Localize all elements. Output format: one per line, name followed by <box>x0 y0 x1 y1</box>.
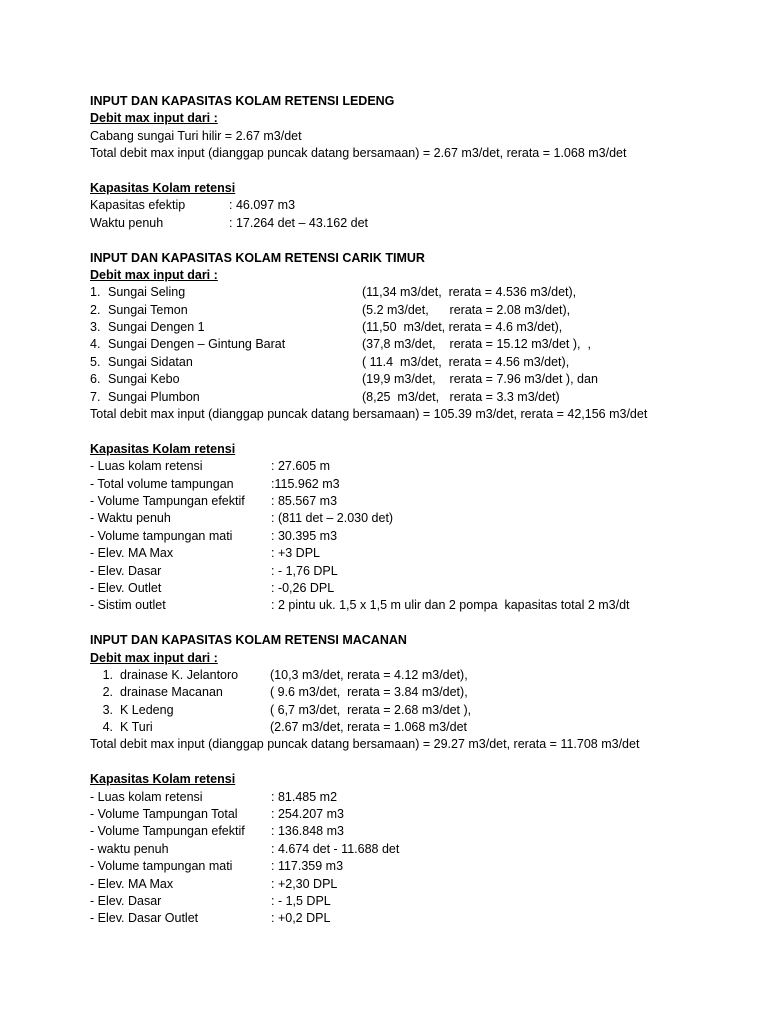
list-number: 3. <box>102 702 113 717</box>
kv-label: - Elev. Dasar Outlet <box>90 911 199 926</box>
list-item <box>90 371 750 388</box>
kapasitas-heading: Kapasitas Kolam retensi <box>90 441 236 456</box>
kv-row <box>90 597 750 614</box>
list-item <box>90 284 750 301</box>
list-item <box>90 389 750 406</box>
kv-row <box>90 876 750 893</box>
kv-value: : 81.485 m2 <box>271 789 338 804</box>
list-value: ( 6,7 m3/det, rerata = 2.68 m3/det ), <box>270 702 472 717</box>
list-name: drainase K. Jelantoro <box>120 667 239 682</box>
kv-value: : (811 det – 2.030 det) <box>271 511 394 526</box>
kv-value: : 85.567 m3 <box>271 493 338 508</box>
list-value: (10,3 m3/det, rerata = 4.12 m3/det), <box>270 667 468 682</box>
kv-label: - Volume tampungan mati <box>90 859 233 874</box>
kv-row <box>90 858 750 875</box>
debit-heading: Debit max input dari : <box>90 111 218 126</box>
list-item <box>90 684 750 701</box>
spacer <box>90 163 750 180</box>
kv-row <box>90 841 750 858</box>
kv-value: : - 1,5 DPL <box>271 893 331 908</box>
kv-label: - Total volume tampungan <box>90 476 234 491</box>
kv-row <box>90 806 750 823</box>
kv-row <box>90 197 750 214</box>
kv-value: : 136.848 m3 <box>271 824 344 839</box>
list-value: (8,25 m3/det, rerata = 3.3 m3/det) <box>362 389 560 404</box>
section-title-carik-timur: INPUT DAN KAPASITAS KOLAM RETENSI CARIK TIMUR <box>90 250 425 265</box>
debit-heading: Debit max input dari : <box>90 650 218 665</box>
list-name: Sungai Kebo <box>108 372 180 387</box>
kv-value: : +0,2 DPL <box>271 911 331 926</box>
kv-row <box>90 215 750 232</box>
list-item <box>90 667 750 684</box>
kv-value: : -0,26 DPL <box>271 580 335 595</box>
list-value: (19,9 m3/det, rerata = 7.96 m3/det ), dan <box>362 372 598 387</box>
total-debit-line: Total debit max input (dianggap puncak datang bersamaan) = 105.39 m3/det, rerata = 42,156 m3/det <box>90 407 648 422</box>
spacer <box>90 754 750 771</box>
list-value: (2.67 m3/det, rerata = 1.068 m3/det <box>270 720 467 735</box>
list-number: 7. <box>90 389 101 404</box>
kv-value: : - 1,76 DPL <box>271 563 338 578</box>
kv-value: : 30.395 m3 <box>271 528 338 543</box>
kv-row <box>90 580 750 597</box>
kapasitas-heading: Kapasitas Kolam retensi <box>90 772 236 787</box>
list-number: 2. <box>102 685 113 700</box>
list-item <box>90 354 750 371</box>
kv-label: - Luas kolam retensi <box>90 459 203 474</box>
list-name: Sungai Dengen – Gintung Barat <box>108 337 286 352</box>
kv-row <box>90 545 750 562</box>
kv-value: : 17.264 det – 43.162 det <box>229 215 369 230</box>
kv-row <box>90 476 750 493</box>
spacer <box>90 423 750 440</box>
kv-label: - Volume Tampungan efektif <box>90 824 245 839</box>
kv-label: - Elev. Outlet <box>90 580 162 595</box>
kv-row <box>90 493 750 510</box>
kv-label: - Elev. MA Max <box>90 546 174 561</box>
kv-label: - Luas kolam retensi <box>90 789 203 804</box>
list-name: Sungai Seling <box>108 285 186 300</box>
list-name: Sungai Plumbon <box>108 389 200 404</box>
list-name: K Turi <box>120 720 153 735</box>
kv-label: - Volume Tampungan Total <box>90 807 238 822</box>
spacer <box>90 615 750 632</box>
kv-value: : 27.605 m <box>271 459 331 474</box>
kv-label: - Elev. Dasar <box>90 893 162 908</box>
list-name: K Ledeng <box>120 702 174 717</box>
list-value: ( 9.6 m3/det, rerata = 3.84 m3/det), <box>270 685 468 700</box>
kv-label: Waktu penuh <box>90 215 164 230</box>
list-number: 4. <box>102 720 113 735</box>
list-number: 4. <box>90 337 101 352</box>
total-debit-line: Total debit max input (dianggap puncak datang bersamaan) = 2.67 m3/det, rerata = 1.068 m3/det <box>90 146 627 161</box>
debit-heading: Debit max input dari : <box>90 267 218 282</box>
list-value: ( 11.4 m3/det, rerata = 4.56 m3/det), <box>362 354 570 369</box>
kv-value: :115.962 m3 <box>271 476 340 491</box>
kv-label: Kapasitas efektip <box>90 198 186 213</box>
document-page <box>90 93 750 928</box>
kv-row <box>90 893 750 910</box>
list-name: drainase Macanan <box>120 685 223 700</box>
kv-label: - Volume Tampungan efektif <box>90 493 245 508</box>
section-title-macanan: INPUT DAN KAPASITAS KOLAM RETENSI MACANAN <box>90 633 407 648</box>
list-value: (37,8 m3/det, rerata = 15.12 m3/det ), , <box>362 337 591 352</box>
kv-row <box>90 563 750 580</box>
list-number: 3. <box>90 320 101 335</box>
kv-label: - Waktu penuh <box>90 511 171 526</box>
kv-label: - waktu penuh <box>90 841 169 856</box>
list-item <box>90 702 750 719</box>
kv-value: : 2 pintu uk. 1,5 x 1,5 m ulir dan 2 pompa kapasitas total 2 m3/dt <box>271 598 630 613</box>
list-name: Sungai Dengen 1 <box>108 320 205 335</box>
kv-label: - Volume tampungan mati <box>90 528 233 543</box>
kapasitas-heading: Kapasitas Kolam retensi <box>90 180 236 195</box>
list-number: 1. <box>102 667 113 682</box>
list-number: 1. <box>90 285 101 300</box>
list-number: 6. <box>90 372 101 387</box>
list-item <box>90 302 750 319</box>
kv-label: - Sistim outlet <box>90 598 166 613</box>
kv-value: : 117.359 m3 <box>271 859 344 874</box>
list-name: Sungai Sidatan <box>108 354 193 369</box>
list-value: (5.2 m3/det, rerata = 2.08 m3/det), <box>362 302 571 317</box>
kv-value: : +3 DPL <box>271 546 320 561</box>
kv-value: : +2,30 DPL <box>271 876 338 891</box>
kv-value: : 254.207 m3 <box>271 807 344 822</box>
list-item <box>90 719 750 736</box>
kv-value: : 46.097 m3 <box>229 198 296 213</box>
kv-row <box>90 528 750 545</box>
list-value: (11,34 m3/det, rerata = 4.536 m3/det), <box>362 285 577 300</box>
list-value: (11,50 m3/det, rerata = 4.6 m3/det), <box>362 320 563 335</box>
kv-row <box>90 789 750 806</box>
input-source-line: Cabang sungai Turi hilir = 2.67 m3/det <box>90 128 302 143</box>
kv-row <box>90 458 750 475</box>
spacer <box>90 232 750 249</box>
total-debit-line: Total debit max input (dianggap puncak datang bersamaan) = 29.27 m3/det, rerata = 11.708 m3/det <box>90 737 640 752</box>
list-number: 5. <box>90 354 101 369</box>
section-title-ledeng: INPUT DAN KAPASITAS KOLAM RETENSI LEDENG <box>90 94 395 108</box>
list-item <box>90 319 750 336</box>
list-number: 2. <box>90 302 101 317</box>
kv-row <box>90 910 750 927</box>
kv-label: - Elev. MA Max <box>90 876 174 891</box>
list-name: Sungai Temon <box>108 302 188 317</box>
kv-value: : 4.674 det - 11.688 det <box>271 841 400 856</box>
kv-row <box>90 823 750 840</box>
list-item <box>90 336 750 353</box>
kv-label: - Elev. Dasar <box>90 563 162 578</box>
kv-row <box>90 510 750 527</box>
